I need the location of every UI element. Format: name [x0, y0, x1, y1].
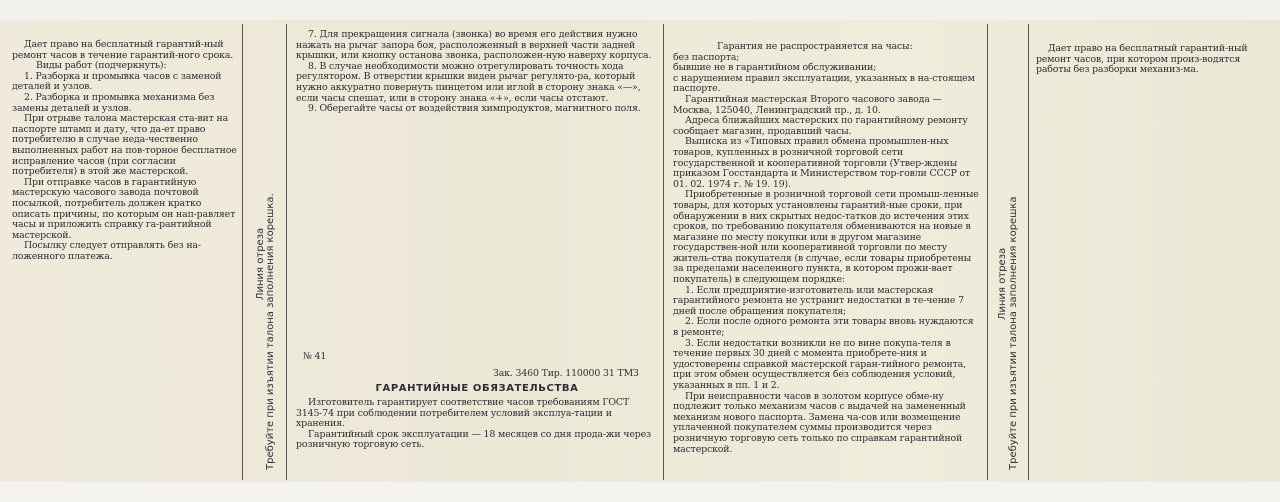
terms-paragraph: Гарантия не распространяется на часы: [717, 41, 913, 52]
instructions-text [296, 30, 658, 115]
print-order-info: Зак. 3460 Тир. 110000 31 ТМЗ [493, 368, 639, 379]
cut-line-right-inner [1028, 24, 1029, 480]
scan-edge-bottom [0, 482, 1280, 502]
coupon-left-paragraph: Виды работ (подчеркнуть): [36, 60, 167, 72]
cut-line-label-right: Линия отреза [997, 247, 1008, 320]
terms-paragraph: Выписка из «Типовых правил обмена промышлен-ных товаров, купленных в розничной торговой сети государственной и кооперативной торговли (Утвер-ждены приказом Госстандарта и Министерством тор-говли СССР от 01. 02. 1974 г. № 19. 19). [673, 136, 971, 190]
instruction-paragraph: 9. Оберегайте часы от воздействия химпродуктов, магнитного поля. [308, 103, 641, 115]
terms-paragraph: Приобретенные в розничной торговой сети промыш-ленные товары, для которых установлены гарантий-ные сроки, при обнаружении в них скрытых недос-татков до истечения этих сроков, по требованию покупателя обмениваются на новые в магазине по месту покупки или в другом магазине государствен-ной или кооперативной торговли по месту житель-ства покупателя (в случае, если товары приобретены за пределами населенного пункта, в котором прожи-вает покупатель) в следующем порядке: [673, 189, 979, 286]
terms-paragraph: При неисправности часов в золотом корпусе обме-ну подлежит только механизм часов с выдачей на замененный механизм нового паспорта. Замена ча-сов или возмещение уплаченной покупателем суммы производится через розничную торговую сеть только по справкам гарантийной мастерской. [673, 390, 966, 455]
coupon-left-paragraph: Посылку следует отправлять без на-ложенного платежа. [12, 240, 201, 262]
coupon-left-paragraph: 2. Разборка и промывка механизма без замены деталей и узлов. [12, 91, 215, 114]
terms-paragraph: 2. Если после одного ремонта эти товары вновь нуждаются в ремонте; [673, 316, 974, 339]
terms-paragraph: 3. Если недостатки возникли не по вине покупа-теля в течение первых 30 дней с момента приобрете-ния и удостоверены справкой мастерской гаран-тийного ремонта, при этом обмен осуществляется без соблюдения условий, указанных в пп. 1 и 2. [673, 337, 966, 391]
terms-paragraph: Адреса ближайших мастерских по гарантийному ремонту сообщает магазин, продавший часы. [673, 115, 968, 137]
cut-line-label-left: Линия отреза [255, 227, 266, 300]
warranty-terms-text [673, 42, 981, 455]
terms-paragraph: без паспорта; [673, 51, 740, 63]
guarantee-paragraph: Изготовитель гарантирует соответствие часов требованиям ГОСТ 3145-74 при соблюдении потребителем условий эксплуа-тации и хранения. [296, 397, 630, 430]
scan-edge-top [0, 0, 1280, 20]
stub-instruction-left: Требуйте при изъятии талона заполнения корешка. [265, 193, 276, 470]
cut-line-left-outer [242, 24, 243, 480]
terms-paragraph: с нарушением правил эксплуатации, указанных в на-стоящем паспорте. [673, 72, 975, 95]
instruction-paragraph: 7. Для прекращения сигнала (звонка) во время его действия нужно нажать на рычаг запора боя, расположенный в верхней части задней крышки, или кнопку останова звонка, расположен-ную наверху корпуса. [296, 29, 652, 62]
stub-instruction-right: Требуйте при изъятии талона заполнения корешка [1008, 196, 1019, 470]
terms-paragraph: Гарантийная мастерская Второго часового завода — Москва, 125040, Ленинградский пр., д. 10. [673, 93, 942, 116]
guarantee-paragraph: Гарантийный срок эксплуатации — 18 месяцев со дня прода-жи через розничную торговую сеть. [296, 428, 651, 451]
coupon-right-paragraph: Дает право на бесплатный гарантий-ный ремонт часов, при котором произ-водятся работы без разборки механиз-ма. [1036, 43, 1248, 76]
terms-paragraph: бывшие не в гарантийном обслуживании; [673, 62, 877, 74]
coupon-number: № 41 [303, 351, 327, 362]
guarantee-text [296, 398, 658, 451]
instruction-paragraph: 8. В случае необходимости можно отрегулировать точность хода регулятором. В отверстии крышки виден рычаг регулято-ра, который нужно аккуратно повернуть пинцетом или иглой в сторону знака «—», если часы спешат, или в сторону знака «+», если часы отстают. [296, 60, 641, 104]
coupon-left-paragraph: При отправке часов в гарантийную мастерскую часового завода почтовой посылкой, потребитель должен кратко описать причины, по которым он нап-равляет часы и приложить справку га-рантийной мастерской. [12, 176, 236, 241]
page-divider-center [663, 24, 664, 480]
terms-paragraph: 1. Если предприятие-изготовитель или мастерская гарантийного ремонта не устранит недостатки в те-чение 7 дней после обращения покупателя; [673, 284, 964, 317]
coupon-right-text [1036, 44, 1262, 76]
cut-line-left-inner [286, 24, 287, 480]
cut-line-right-outer [987, 24, 988, 480]
coupon-left-paragraph: 1. Разборка и промывка часов с заменой деталей и узлов. [12, 70, 222, 93]
coupon-left-text [12, 40, 238, 262]
coupon-left-paragraph: Дает право на бесплатный гарантий-ный ремонт часов в течение гарантий-ного срока. [12, 39, 234, 61]
coupon-left-paragraph: При отрыве талона мастерская ста-вит на паспорте штамп и дату, что да-ет право потребителю в случае неда-чественно выполненных работ на пов-торное бесплатное исправление часов (при согласии потребителя) в этой же мастерской. [12, 113, 237, 178]
guarantee-heading: ГАРАНТИЙНЫЕ ОБЯЗАТЕЛЬСТВА [375, 383, 579, 394]
